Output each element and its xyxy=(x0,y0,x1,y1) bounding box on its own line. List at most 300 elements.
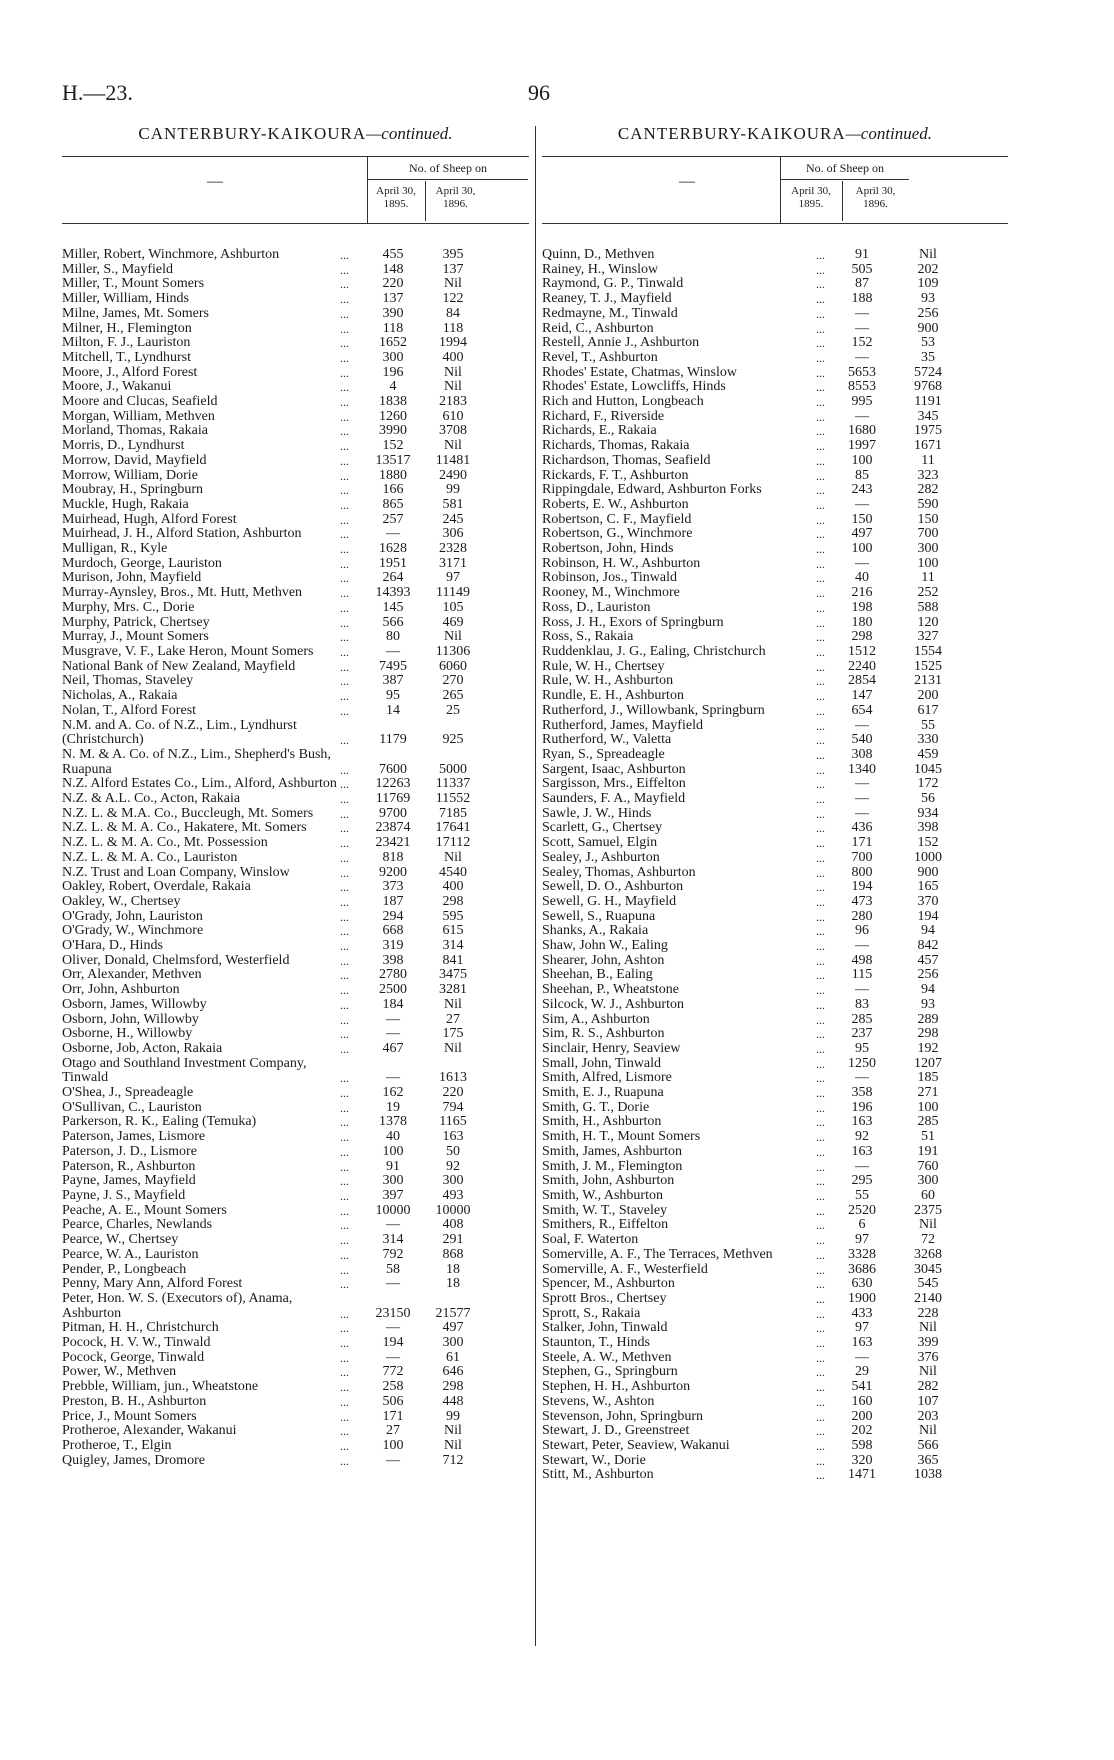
sheep-count-1895: 92 xyxy=(855,1129,869,1145)
table-row xyxy=(542,777,1008,792)
table-row xyxy=(62,674,529,689)
table-row xyxy=(542,571,1008,586)
sheep-count-1895: 1900 xyxy=(848,1290,876,1306)
owner-name: N.Z. L. & M. A. Co., Lauriston xyxy=(62,849,238,865)
sheep-count-1896: 469 xyxy=(442,614,464,630)
owner-name: Sewell, S., Ruapuna xyxy=(542,908,656,924)
sheep-count-1896: 395 xyxy=(442,247,464,262)
sheep-count-1895: 2240 xyxy=(848,658,876,674)
owner-name: O'Hara, D., Hinds xyxy=(62,938,163,954)
owner-name: Rooney, M., Winchmore xyxy=(542,585,680,601)
owner-name: Robinson, H. W., Ashburton xyxy=(542,555,701,571)
sheep-count-1896: 459 xyxy=(917,746,939,762)
leader-dots: ... xyxy=(816,1159,825,1174)
sheep-count-1896: 794 xyxy=(442,1099,464,1115)
table-row xyxy=(62,1248,529,1263)
sheep-count-1895: 19 xyxy=(386,1099,400,1115)
owner-name: Oakley, Robert, Overdale, Rakaia xyxy=(62,879,251,895)
sheep-count-1896: 56 xyxy=(921,791,935,807)
owner-name: Reaney, T. J., Mayfield xyxy=(542,291,672,307)
owner-name: Redmayne, M., Tinwald xyxy=(542,305,678,321)
sheep-count-1896: 21577 xyxy=(435,1305,471,1321)
sheep-count-1895: 772 xyxy=(382,1364,404,1380)
sheep-count-1896: 53 xyxy=(921,335,935,351)
owner-name: Penny, Mary Ann, Alford Forest xyxy=(62,1276,243,1292)
owner-name: Richard, F., Riverside xyxy=(542,408,665,424)
leader-dots: ... xyxy=(816,865,825,880)
sheep-count-1896: 399 xyxy=(917,1335,939,1351)
table-row xyxy=(542,807,1008,822)
leader-dots: ... xyxy=(340,1233,349,1248)
sheep-count-1896: 291 xyxy=(442,1232,464,1248)
table-row xyxy=(62,1410,529,1425)
leader-dots: ... xyxy=(340,321,349,336)
sheep-count-1896: 842 xyxy=(917,938,939,954)
sheep-count-1895: — xyxy=(386,1217,400,1233)
sheep-count-1896: 25 xyxy=(446,702,460,718)
owner-name: Pearce, Charles, Newlands xyxy=(62,1217,213,1233)
sheep-count-1896: 1525 xyxy=(914,658,942,674)
leader-dots: ... xyxy=(340,556,349,571)
sheep-count-1896: 610 xyxy=(442,408,464,424)
sheep-count-1896: 228 xyxy=(917,1305,939,1321)
table-row xyxy=(62,792,529,807)
owner-name: Rich and Hutton, Longbeach xyxy=(542,394,704,410)
table-row xyxy=(62,1424,529,1439)
owner-name: Preston, B. H., Ashburton xyxy=(62,1393,207,1409)
sheep-count-1895: 308 xyxy=(851,746,873,762)
table-row xyxy=(62,1115,529,1130)
table-row xyxy=(62,851,529,866)
leader-dots: ... xyxy=(340,953,349,968)
sheep-count-1896: 94 xyxy=(921,982,935,998)
table-row xyxy=(62,704,529,719)
sheep-count-1896: 1191 xyxy=(914,394,942,410)
leader-dots: ... xyxy=(340,762,349,777)
owner-name: Pocock, George, Tinwald xyxy=(62,1349,205,1365)
table-row xyxy=(62,322,529,337)
table-row xyxy=(62,1027,529,1042)
leader-dots: ... xyxy=(816,1086,825,1101)
sheep-count-1895: 598 xyxy=(851,1437,873,1453)
owner-name: N.Z. L. & M. A. Co., Mt. Possession xyxy=(62,835,268,851)
sheep-count-1896: 120 xyxy=(917,614,939,630)
owner-name: Price, J., Mount Somers xyxy=(62,1408,197,1424)
owner-name: Miller, William, Hinds xyxy=(62,291,189,307)
leader-dots: ... xyxy=(816,277,825,292)
sheep-count-1896: Nil xyxy=(444,379,462,395)
leader-dots: ... xyxy=(340,792,349,807)
sheep-count-1895: 14393 xyxy=(375,585,411,601)
leader-dots: ... xyxy=(816,1012,825,1027)
owner-name: Neil, Thomas, Staveley xyxy=(62,673,194,689)
owner-name: Rutherford, W., Valetta xyxy=(542,732,672,748)
leader-dots: ... xyxy=(340,1189,349,1203)
sheep-count-1895: 12263 xyxy=(375,776,411,792)
owner-name: Restell, Annie J., Ashburton xyxy=(542,335,700,351)
sheep-count-1895: 7600 xyxy=(379,761,407,777)
owner-name: Peter, Hon. W. S. (Executors of), Anama, Ashburton xyxy=(62,1290,293,1321)
sheep-count-1895: 196 xyxy=(382,364,404,380)
leader-dots: ... xyxy=(816,836,825,851)
owner-name: Stevenson, John, Springburn xyxy=(542,1408,703,1424)
table-row xyxy=(542,1160,1008,1175)
leader-dots: ... xyxy=(816,571,825,586)
right-name-column-header: — xyxy=(679,173,695,190)
sheep-count-1896: 11149 xyxy=(436,585,470,601)
owner-name: Murray-Aynsley, Bros., Mt. Hutt, Methven xyxy=(62,585,303,601)
sheep-count-1896: 376 xyxy=(917,1349,939,1365)
sheep-count-1895: 9200 xyxy=(379,864,407,880)
table-row xyxy=(542,939,1008,954)
leader-dots: ... xyxy=(340,409,349,424)
table-row xyxy=(542,586,1008,601)
sheep-count-1895: — xyxy=(855,805,869,821)
sheep-count-1896: 109 xyxy=(917,276,939,292)
table-row xyxy=(62,1101,529,1116)
sheep-count-1895: 8553 xyxy=(848,379,876,395)
leader-dots: ... xyxy=(340,1350,349,1365)
owner-name: Moore, J., Wakanui xyxy=(62,379,172,395)
table-row xyxy=(62,424,529,439)
left-column-title xyxy=(62,124,529,146)
owner-name: Smith, John, Ashburton xyxy=(542,1173,675,1189)
leader-dots: ... xyxy=(816,924,825,939)
owner-name: Muirhead, J. H., Alford Station, Ashburton xyxy=(62,526,302,542)
sheep-count-1896: 9768 xyxy=(914,379,942,395)
leader-dots: ... xyxy=(340,733,349,748)
owner-name: Scarlett, G., Chertsey xyxy=(542,820,663,836)
left-table-header xyxy=(62,156,529,224)
sheep-count-1895: 1838 xyxy=(379,394,407,410)
table-row xyxy=(62,527,529,542)
owner-name: Smith, W. T., Staveley xyxy=(542,1202,668,1218)
left-table-body xyxy=(62,248,529,1468)
owner-name: Sewell, G. H., Mayfield xyxy=(542,893,677,909)
leader-dots: ... xyxy=(340,336,349,351)
sheep-count-1896: Nil xyxy=(444,276,462,292)
sheep-count-1896: 4540 xyxy=(439,864,467,880)
sheep-count-1895: — xyxy=(855,496,869,512)
leader-dots: ... xyxy=(340,674,349,689)
owner-name: Moore, J., Alford Forest xyxy=(62,364,198,380)
sheep-count-1896: 100 xyxy=(917,555,939,571)
owner-name: Robinson, Jos., Tinwald xyxy=(542,570,677,586)
leader-dots: ... xyxy=(340,424,349,439)
table-row xyxy=(62,1218,529,1233)
table-row xyxy=(62,910,529,925)
leader-dots: ... xyxy=(816,380,825,395)
sheep-count-1896: 497 xyxy=(442,1320,464,1336)
owner-name: N. M. & A. Co. of N.Z., Lim., Shepherd's Bush, Ruapuna xyxy=(62,746,331,777)
leader-dots: ... xyxy=(816,248,825,262)
leader-dots: ... xyxy=(340,939,349,954)
sheep-count-1895: 237 xyxy=(851,1026,873,1042)
sheep-count-1895: 11769 xyxy=(375,791,411,807)
sheep-count-1895: 818 xyxy=(382,849,404,865)
owner-name: N.Z. L. & M. A. Co., Hakatere, Mt. Somers xyxy=(62,820,307,836)
sheep-count-1895: 40 xyxy=(386,1129,400,1145)
sheep-count-1896: 566 xyxy=(917,1437,939,1453)
owner-name: Milne, James, Mt. Somers xyxy=(62,305,209,321)
leader-dots: ... xyxy=(816,1277,825,1292)
leader-dots: ... xyxy=(816,762,825,777)
sheep-count-1896: 400 xyxy=(442,879,464,895)
sheep-count-1896: 3268 xyxy=(914,1246,942,1262)
owner-name: Sealey, Thomas, Ashburton xyxy=(542,864,696,880)
owner-name: Reid, C., Ashburton xyxy=(542,320,654,336)
owner-name: Stephen, G., Springburn xyxy=(542,1364,678,1380)
table-row xyxy=(542,1439,1008,1454)
owner-name: Morgan, William, Methven xyxy=(62,408,215,424)
sheep-count-1895: 194 xyxy=(851,879,873,895)
table-row xyxy=(62,307,529,322)
leader-dots: ... xyxy=(340,542,349,557)
table-row xyxy=(542,1263,1008,1278)
leader-dots: ... xyxy=(340,1424,349,1439)
table-row xyxy=(62,1160,529,1175)
table-row xyxy=(62,1336,529,1351)
owner-name: Oakley, W., Chertsey xyxy=(62,893,181,909)
table-row xyxy=(542,1248,1008,1263)
table-row xyxy=(62,954,529,969)
owner-name: Ruddenklau, J. G., Ealing, Christchurch xyxy=(542,643,766,659)
sheep-count-1896: 934 xyxy=(917,805,939,821)
sheep-count-1895: 137 xyxy=(382,291,404,307)
sheep-count-1895: 9700 xyxy=(379,805,407,821)
sheep-count-1895: — xyxy=(855,320,869,336)
leader-dots: ... xyxy=(340,644,349,659)
leader-dots: ... xyxy=(340,1100,349,1115)
sheep-count-1896: 760 xyxy=(917,1158,939,1174)
owner-name: Smith, H. T., Mount Somers xyxy=(542,1129,701,1145)
sheep-count-1896: 588 xyxy=(917,599,939,615)
table-row xyxy=(542,1057,1008,1072)
table-row xyxy=(62,1454,529,1469)
table-row xyxy=(542,660,1008,675)
owner-name: Pocock, H. V. W., Tinwald xyxy=(62,1335,211,1351)
table-row xyxy=(62,616,529,631)
sheep-count-1896: 11337 xyxy=(435,776,471,792)
sheep-count-1896: 400 xyxy=(442,349,464,365)
table-row xyxy=(62,513,529,528)
table-row xyxy=(62,542,529,557)
table-row xyxy=(62,748,529,777)
sheep-count-1896: 245 xyxy=(442,511,464,527)
table-row xyxy=(542,1071,1008,1086)
table-row xyxy=(62,807,529,822)
sheep-count-1895: 100 xyxy=(382,1437,404,1453)
sheep-count-1895: 257 xyxy=(382,511,404,527)
table-row xyxy=(62,895,529,910)
sheep-count-1895: 85 xyxy=(855,467,869,483)
leader-dots: ... xyxy=(816,644,825,659)
table-row xyxy=(62,1395,529,1410)
sheep-count-1896: 107 xyxy=(917,1393,939,1409)
sheep-count-1896: 92 xyxy=(446,1158,460,1174)
sheep-count-1895: 300 xyxy=(382,1173,404,1189)
sheep-count-1895: 97 xyxy=(855,1320,869,1336)
sheep-count-1896: 105 xyxy=(442,599,464,615)
table-row xyxy=(62,586,529,601)
sheep-count-1896: 581 xyxy=(442,496,464,512)
sheep-count-1895: 194 xyxy=(382,1335,404,1351)
table-row xyxy=(542,1365,1008,1380)
sheep-count-1896: 10000 xyxy=(435,1202,471,1218)
owner-name: Sealey, J., Ashburton xyxy=(542,849,660,865)
sheep-count-1895: 29 xyxy=(855,1364,869,1380)
sheep-count-1895: 2854 xyxy=(848,673,876,689)
leader-dots: ... xyxy=(340,1409,349,1424)
owner-name: Richards, Thomas, Rakaia xyxy=(542,438,690,454)
table-row xyxy=(542,307,1008,322)
sheep-count-1895: 10000 xyxy=(375,1202,411,1218)
sheep-count-1896: 175 xyxy=(442,1026,464,1042)
owner-name: Stalker, John, Tinwald xyxy=(542,1320,668,1336)
sheep-count-1896: 314 xyxy=(442,938,464,954)
sheep-count-1895: 1179 xyxy=(379,732,407,748)
leader-dots: ... xyxy=(340,365,349,380)
sheep-count-1896: 252 xyxy=(917,585,939,601)
table-row xyxy=(542,968,1008,983)
sheep-count-1896: 11306 xyxy=(435,643,471,659)
leader-dots: ... xyxy=(816,777,825,792)
sheep-count-1895: — xyxy=(386,1011,400,1027)
sheep-count-1896: 925 xyxy=(442,732,464,748)
sheep-count-1896: 545 xyxy=(917,1276,939,1292)
leader-dots: ... xyxy=(816,997,825,1012)
table-row xyxy=(542,277,1008,292)
table-row xyxy=(542,704,1008,719)
sheep-count-1895: 13517 xyxy=(375,452,411,468)
sheep-count-1895: 398 xyxy=(382,952,404,968)
sheep-count-1896: Nil xyxy=(919,1320,937,1336)
leader-dots: ... xyxy=(816,1424,825,1439)
sheep-count-1895: 2500 xyxy=(379,982,407,998)
table-row xyxy=(542,469,1008,484)
right-title-suffix: —continued. xyxy=(845,124,933,143)
table-row xyxy=(542,821,1008,836)
leader-dots: ... xyxy=(816,1336,825,1351)
owner-name: Sheehan, P., Wheatstone xyxy=(542,982,679,998)
sheep-count-1896: 18 xyxy=(446,1261,460,1277)
sheep-count-1895: 433 xyxy=(851,1305,873,1321)
sheep-count-1895: 184 xyxy=(382,996,404,1012)
sheep-count-1896: 2490 xyxy=(439,467,467,483)
leader-dots: ... xyxy=(340,1071,349,1086)
leader-dots: ... xyxy=(816,689,825,704)
leader-dots: ... xyxy=(816,1321,825,1336)
sheep-count-1896: 94 xyxy=(921,923,935,939)
sheep-count-1896: 282 xyxy=(917,482,939,498)
leader-dots: ... xyxy=(816,542,825,557)
sheep-count-1896: 282 xyxy=(917,1379,939,1395)
leader-dots: ... xyxy=(340,630,349,645)
table-row xyxy=(62,924,529,939)
sheep-count-1896: 172 xyxy=(917,776,939,792)
sheep-count-1895: — xyxy=(855,305,869,321)
owner-name: Smith, G. T., Dorie xyxy=(542,1099,650,1115)
sheep-count-1896: Nil xyxy=(444,996,462,1012)
leader-dots: ... xyxy=(816,409,825,424)
owner-name: Murray, J., Mount Somers xyxy=(62,629,209,645)
leader-dots: ... xyxy=(816,1233,825,1248)
owner-name: Roberts, E. W., Ashburton xyxy=(542,496,689,512)
sheep-count-1895: 196 xyxy=(851,1099,873,1115)
owner-name: Saunders, F. A., Mayfield xyxy=(542,791,686,807)
table-row xyxy=(62,439,529,454)
owner-name: Sargent, Isaac, Ashburton xyxy=(542,761,686,777)
table-row xyxy=(62,880,529,895)
leader-dots: ... xyxy=(816,821,825,836)
sheep-count-1896: 50 xyxy=(446,1143,460,1159)
owner-name: Revel, T., Ashburton xyxy=(542,349,658,365)
table-row xyxy=(542,733,1008,748)
table-row xyxy=(542,954,1008,969)
owner-name: Rutherford, James, Mayfield xyxy=(542,717,703,733)
owner-name: Sim, R. S., Ashburton xyxy=(542,1026,665,1042)
sheep-count-1896: 1975 xyxy=(914,423,942,439)
leader-dots: ... xyxy=(340,571,349,586)
table-row xyxy=(542,1027,1008,1042)
sheep-count-1895: 171 xyxy=(382,1408,404,1424)
sheep-count-1895: 162 xyxy=(382,1085,404,1101)
table-row xyxy=(62,395,529,410)
table-row xyxy=(542,719,1008,734)
sheep-count-1895: 163 xyxy=(851,1143,873,1159)
table-row xyxy=(62,998,529,1013)
leader-dots: ... xyxy=(816,453,825,468)
sheep-count-1895: 1512 xyxy=(848,643,876,659)
leader-dots: ... xyxy=(816,894,825,909)
sheep-count-1895: 91 xyxy=(386,1158,400,1174)
sheep-count-1896: 300 xyxy=(917,541,939,557)
leader-dots: ... xyxy=(816,1115,825,1130)
sheep-count-1895: 373 xyxy=(382,879,404,895)
sheep-count-1896: 3708 xyxy=(439,423,467,439)
sheep-count-1896: Nil xyxy=(444,438,462,454)
sheep-count-1895: 294 xyxy=(382,908,404,924)
sheep-count-1896: 165 xyxy=(917,879,939,895)
sheep-count-1895: 198 xyxy=(851,599,873,615)
leader-dots: ... xyxy=(816,468,825,483)
owner-name: Murison, John, Mayfield xyxy=(62,570,202,586)
sheep-count-1895: 2780 xyxy=(379,967,407,983)
sheep-count-1895: 150 xyxy=(851,511,873,527)
sheep-count-1895: 171 xyxy=(851,835,873,851)
sheep-count-1896: 17641 xyxy=(435,820,471,836)
owner-name: Osborn, James, Willowby xyxy=(62,996,207,1012)
sheep-count-1895: 216 xyxy=(851,585,873,601)
owner-name: Payne, J. S., Mayfield xyxy=(62,1188,186,1203)
owner-name: Shaw, John W., Ealing xyxy=(542,938,668,954)
leader-dots: ... xyxy=(816,424,825,439)
sheep-count-1895: 148 xyxy=(382,261,404,277)
sheep-count-1896: 1000 xyxy=(914,849,942,865)
leader-dots: ... xyxy=(340,483,349,498)
leader-dots: ... xyxy=(340,468,349,483)
sheep-count-1896: 285 xyxy=(917,1114,939,1130)
sheep-count-1895: 455 xyxy=(382,247,404,262)
sheep-count-1896: 408 xyxy=(442,1217,464,1233)
owner-name: Rule, W. H., Ashburton xyxy=(542,673,674,689)
leader-dots: ... xyxy=(340,703,349,718)
sheep-count-1895: 7495 xyxy=(379,658,407,674)
owner-name: Robertson, John, Hinds xyxy=(542,541,674,557)
leader-dots: ... xyxy=(816,512,825,527)
sheep-count-1895: — xyxy=(855,555,869,571)
owner-name: Rickards, F. T., Ashburton xyxy=(542,467,689,483)
